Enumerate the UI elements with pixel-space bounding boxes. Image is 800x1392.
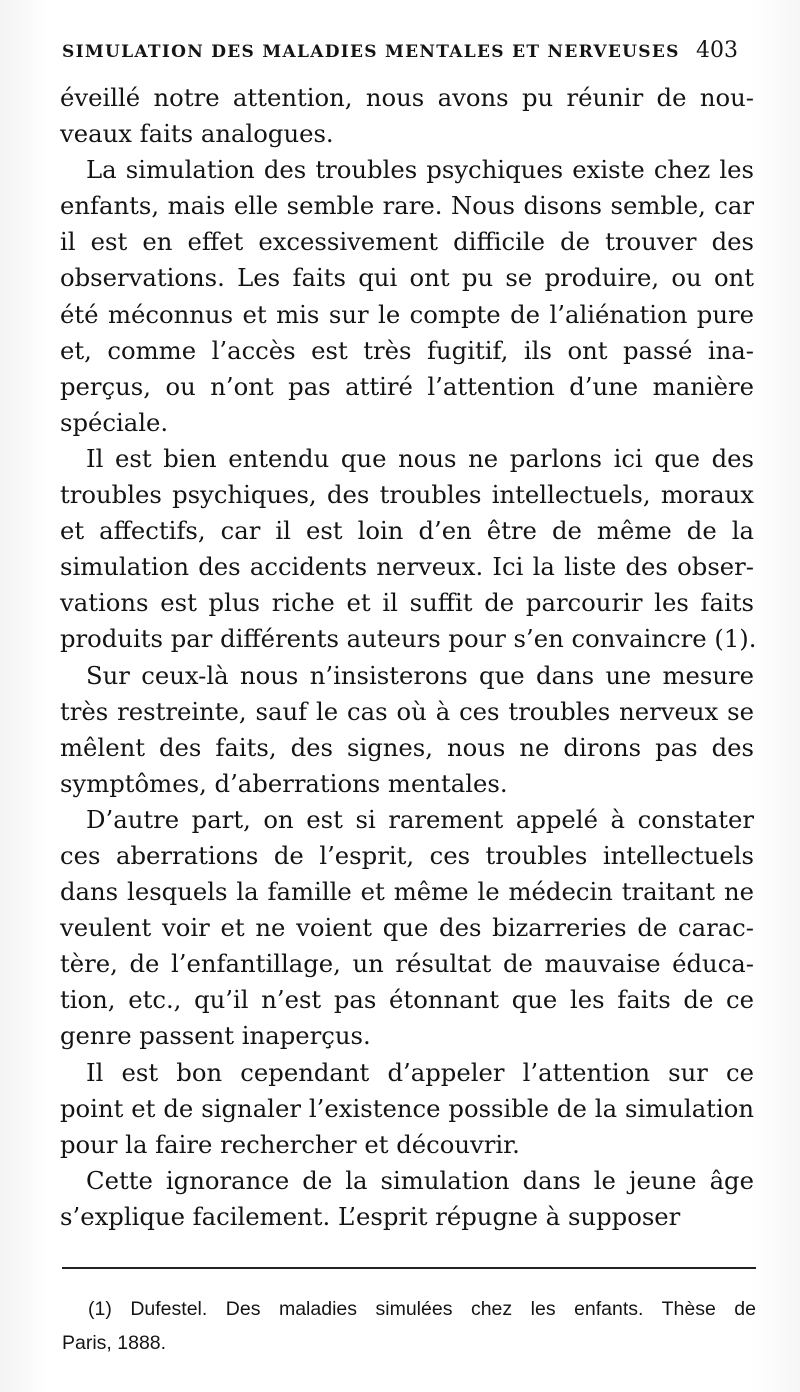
paragraph: [60, 1163, 754, 1235]
paragraph: [60, 80, 754, 152]
text-line: genre passent inaperçus.: [60, 1021, 371, 1051]
text-line: symptômes, d’aberrations mentales.: [60, 768, 508, 798]
text-line: tion, etc., qu’il n’est pas étonnant que les faits de ce: [60, 985, 754, 1015]
text-line: mêlent des faits, des signes, nous ne dirons pas des: [60, 732, 754, 762]
text-line: pour la faire rechercher et découvrir.: [60, 1129, 520, 1159]
text-line: enfants, mais elle semble rare. Nous disons semble, car: [60, 191, 754, 221]
paragraph: [60, 441, 757, 658]
text-line: troubles psychiques, des troubles intellectuels, moraux: [60, 480, 754, 510]
text-line: perçus, ou n’ont pas attiré l’attention d’une manière: [60, 371, 754, 401]
text-line: très restreinte, sauf le cas où à ces troubles nerveux se: [60, 696, 754, 726]
text-line: éveillé notre attention, nous avons pu réunir de nou-: [60, 83, 754, 112]
paragraph: [60, 1055, 754, 1163]
text-line: ces aberrations de l’esprit, ces troubles intellectuels: [60, 840, 754, 870]
text-line: D’autre part, on est si rarement appelé à constater: [86, 804, 754, 834]
text-line: veaux faits analogues.: [60, 119, 334, 149]
text-line: il est en effet excessivement difficile de trouver des: [60, 227, 754, 257]
footnote: [62, 1292, 756, 1360]
text-line: tère, de l’enfantillage, un résultat de mauvaise éduca-: [60, 949, 754, 979]
paragraph: [60, 802, 754, 1055]
page-number: 403: [696, 38, 738, 63]
footnote-rule: [62, 1267, 756, 1269]
text-line: Il est bon cependant d’appeler l’attention sur ce: [86, 1057, 754, 1087]
text-line: veulent voir et ne voient que des bizarreries de carac-: [60, 913, 754, 943]
text-line: vations est plus riche et il suffit de parcourir les faits: [60, 588, 754, 618]
text-line: et, comme l’accès est très fugitif, ils ont passé ina-: [60, 335, 754, 365]
text-line: produits par différents auteurs pour s’en convaincre (1).: [60, 624, 757, 654]
text-line: et affectifs, car il est loin d’en être de même de la: [60, 516, 754, 546]
text-line: Sur ceux-là nous n’insisterons que dans une mesure: [86, 660, 754, 690]
running-title: SIMULATION DES MALADIES MENTALES ET NERVEUSES: [62, 42, 680, 62]
text-line: été méconnus et mis sur le compte de l’aliénation pure: [60, 299, 754, 329]
text-line: spéciale.: [60, 407, 169, 437]
text-line: point et de signaler l’existence possible de la simulation: [60, 1093, 754, 1123]
paragraph: [60, 658, 754, 802]
text-line: s’explique facilement. L’esprit répugne à supposer: [60, 1201, 681, 1231]
text-line: Cette ignorance de la simulation dans le jeune âge: [86, 1165, 754, 1195]
footnote-line: Paris, 1888.: [62, 1332, 167, 1354]
text-line: simulation des accidents nerveux. Ici la liste des obser-: [60, 552, 754, 582]
footnote-line: (1) Dufestel. Des maladies simulées chez les enfants. Thèse de: [88, 1298, 756, 1320]
running-header: [62, 38, 738, 63]
text-line: Il est bien entendu que nous ne parlons ici que des: [86, 443, 754, 473]
text-line: observations. Les faits qui ont pu se produire, ou ont: [60, 263, 754, 293]
body-text: [60, 80, 757, 1235]
paragraph: [60, 152, 754, 441]
text-line: dans lesquels la famille et même le médecin traitant ne: [60, 877, 754, 907]
text-line: La simulation des troubles psychiques existe chez les: [86, 155, 754, 185]
